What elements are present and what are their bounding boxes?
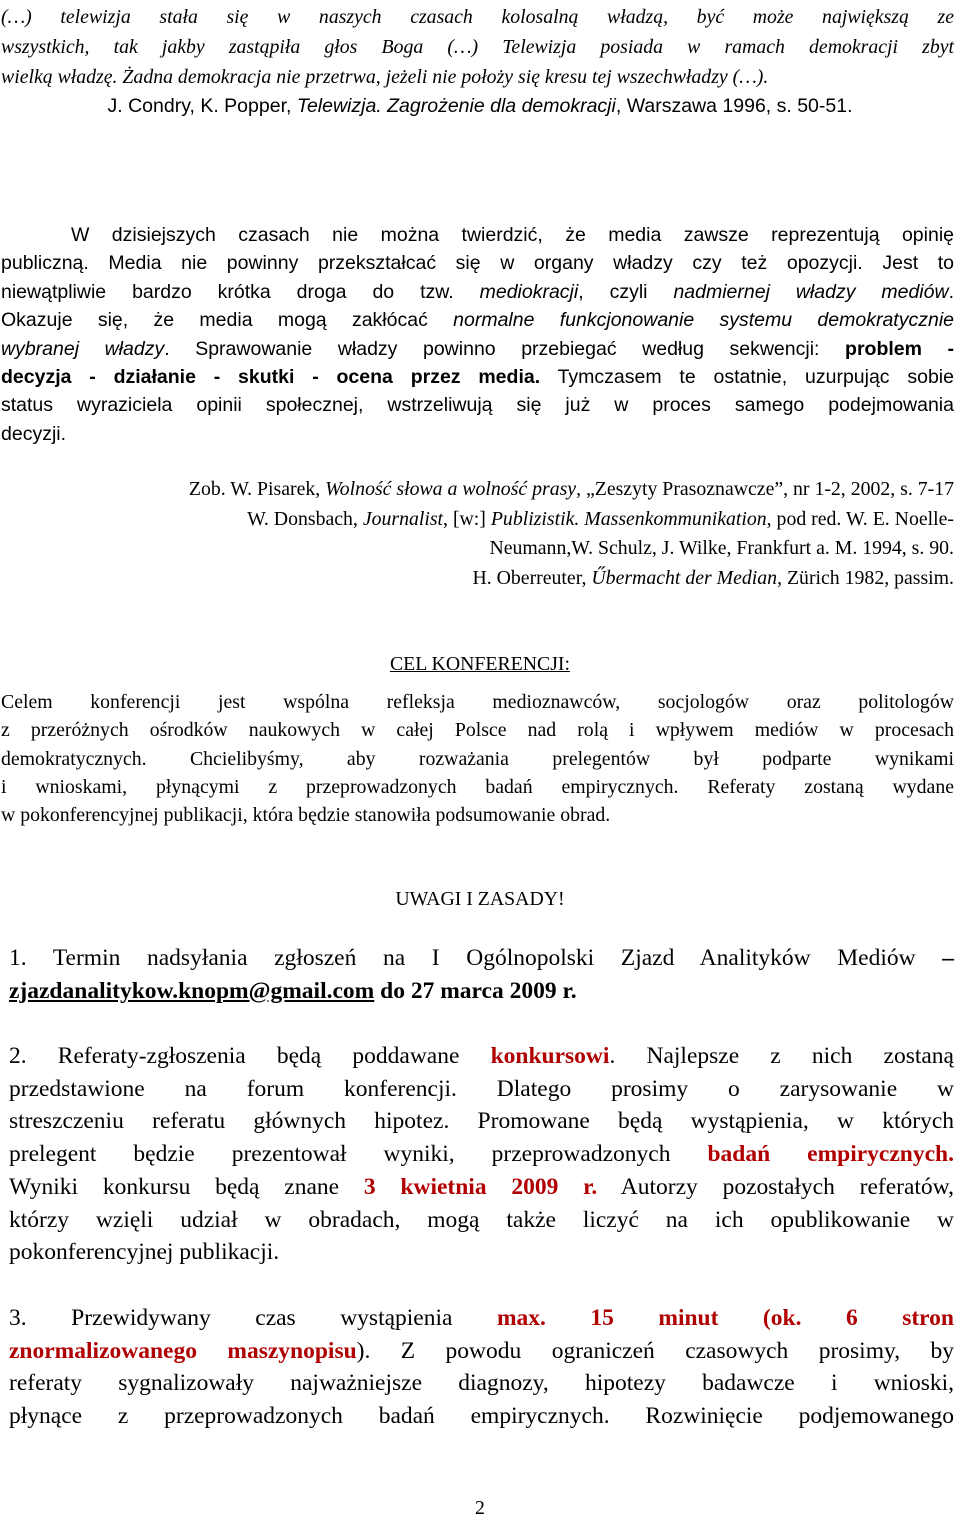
quote-citation: [0, 94, 960, 118]
paragraph-line: z przeróżnych ośrodków naukowych w całej Polsce nad rolą i wpływem mediów w procesach: [1, 719, 954, 742]
text-run: Publizistik. Massenkommunikation: [490, 507, 767, 530]
text-run: Journalist: [362, 507, 444, 530]
text-run: , pod red. W. E. Noelle-: [766, 507, 954, 530]
reference-entry-continued: Neumann,W. Schulz, J. Wilke, Frankfurt a. M. 1994, s. 90.: [489, 537, 954, 560]
reference-entry: [0, 564, 954, 594]
rule-item-1: [9, 942, 954, 1007]
citation-title: Telewizja. Zagrożenie dla demokracji: [296, 95, 616, 117]
text-run: Autorzy pozostałych referatów,: [597, 1173, 955, 1200]
text-run: problem -: [845, 337, 955, 360]
text-run: Tymczasem te ostatnie, uzurpując sobie: [540, 366, 954, 389]
text-run: . Najlepsze z nich zostaną: [609, 1043, 954, 1069]
item-line: [9, 1040, 954, 1073]
paragraph-line: demokratycznych. Chcielibyśmy, aby rozważania prelegentów był podparte wynikami: [1, 747, 954, 770]
text-run: , [w:]: [443, 507, 491, 530]
text-run: , czyli: [578, 280, 674, 303]
section-heading-cel: CEL KONFERENCJI:: [389, 653, 571, 675]
text-run: 2. Referaty-zgłoszenia będą poddawane: [9, 1043, 491, 1069]
quote-line: wszystkich, tak jakby zastąpiła głos Boga (…) Telewizja posiada w ramach demokracji zbyt: [1, 36, 954, 58]
text-run: Zob. W. Pisarek,: [188, 478, 326, 500]
text-run: Wyniki konkursu będą znane: [9, 1173, 364, 1200]
paragraph-line: publiczną. Media nie powinny przekształcać się w organy władzy czy też opozycji. Jest to: [1, 252, 954, 275]
text-run: nadmiernej władzy mediów: [673, 280, 949, 303]
item-line: płynące z przeprowadzonych badań empirycznych. Rozwinięcie podjemowanego: [9, 1403, 954, 1430]
email-link[interactable]: zjazdanalitykow.knopm@gmail.com: [9, 977, 375, 1004]
paragraph-line: Celem konferencji jest wspólna refleksja medioznawców, socjologów oraz politologów: [1, 691, 954, 713]
item-line: [9, 1335, 954, 1368]
text-run: badań empirycznych.: [707, 1141, 954, 1168]
references-list: [0, 475, 954, 593]
text-run: Űbermacht der Median: [591, 566, 778, 589]
text-run: prelegent będzie prezentował wyniki, przeprowadzonych: [9, 1141, 708, 1168]
rule-item-3: [9, 1302, 954, 1433]
item-line: referaty sygnalizowały najważniejsze diagnozy, hipotezy badawcze i wnioski,: [9, 1370, 954, 1397]
text-run: 1. Termin nadsyłania zgłoszeń na I Ogólnopolski Zjazd Analityków Mediów: [9, 945, 943, 971]
text-run: max. 15 minut (ok. 6 stron: [496, 1305, 954, 1331]
epigraph-quote: [1, 2, 954, 92]
text-run: mediokracji: [479, 280, 579, 303]
text-run: W. Donsbach,: [247, 507, 363, 530]
text-run: Okazuje się, że media mogą zakłócać: [1, 309, 454, 332]
paragraph-line: [1, 278, 954, 306]
paragraph-line: decyzji.: [1, 422, 67, 445]
paragraph-line: status wyraziciela opinii społecznej, wstrzeliwują się już w proces samego podejmowania: [1, 394, 954, 417]
paragraph-line: [1, 335, 954, 363]
reference-entry: [0, 505, 954, 535]
text-run: . Sprawowanie władzy powinno przebiegać według sekwencji:: [164, 337, 846, 360]
cel-paragraph: [1, 688, 954, 829]
item-line: [9, 942, 954, 975]
paragraph-line: [1, 306, 954, 334]
text-run: , Zürich 1982, passim.: [777, 566, 954, 589]
rule-item-2: [9, 1040, 954, 1269]
text-run: .: [948, 280, 954, 303]
text-run: wybranej władzy: [1, 337, 165, 360]
item-line: [9, 1171, 954, 1204]
paragraph-line: W dzisiejszych czasach nie można twierdzić, że media zawsze reprezentują opinię: [71, 224, 954, 246]
text-run: Wolność słowa a wolność prasy: [325, 478, 577, 500]
item-line: przedstawione na forum konferencji. Dlatego prosimy o zarysowanie w: [9, 1075, 954, 1102]
text-run: niewątpliwie bardzo krótka droga do tzw.: [1, 280, 480, 303]
text-run: normalne funkcjonowanie systemu demokratycznie: [453, 309, 954, 332]
intro-paragraph: [1, 221, 954, 448]
page-number: 2: [475, 1497, 485, 1519]
text-run: znormalizowanego maszynopisu: [9, 1337, 357, 1364]
quote-line: (…) telewizja stała się w naszych czasach kolosalną władzą, być może największą ze: [1, 6, 954, 28]
text-run: H. Oberreuter,: [472, 566, 592, 589]
item-line: pokonferencyjnej publikacji.: [9, 1239, 280, 1266]
paragraph-line: w pokonferencyjnej publikacji, która będzie stanowiła podsumowanie obrad.: [1, 804, 611, 827]
deadline-text: do 27 marca 2009 r.: [374, 977, 577, 1004]
text-run: ). Z powodu ograniczeń czasowych prosimy, by: [356, 1337, 954, 1364]
reference-entry: [0, 475, 954, 505]
text-run: 3 kwietnia 2009 r.: [363, 1173, 598, 1200]
citation-rest: , Warszawa 1996, s. 50-51.: [615, 95, 853, 117]
section-heading-uwagi: UWAGI I ZASADY!: [395, 888, 565, 910]
item-line: [9, 975, 954, 1008]
item-line: streszczeniu referatu głównych hipotez. Promowane będą wystąpienia, w których: [9, 1108, 954, 1135]
item-line: [9, 1138, 954, 1171]
paragraph-line: i wnioskami, płynącymi z przeprowadzonych badań empirycznych. Referaty zostaną wydane: [1, 775, 954, 798]
item-line: którzy wzięli udział w obradach, mogą także liczyć na ich opublikowanie w: [9, 1206, 954, 1233]
text-run: 3. Przewidywany czas wystąpienia: [9, 1305, 497, 1331]
citation-authors: J. Condry, K. Popper,: [107, 95, 292, 117]
text-run: , „Zeszyty Prasoznawcze”, nr 1-2, 2002, s. 7-17: [576, 478, 954, 500]
item-line: [9, 1302, 954, 1335]
paragraph-line: [1, 363, 954, 391]
text-run: decyzja - działanie - skutki - ocena przez media.: [1, 366, 541, 389]
text-run: –: [942, 945, 954, 971]
text-run: konkursowi: [490, 1043, 610, 1069]
quote-line: wielką władzę. Żadna demokracja nie przetrwa, jeżeli nie położy się kresu tej wszechwładzy (…).: [1, 66, 769, 88]
